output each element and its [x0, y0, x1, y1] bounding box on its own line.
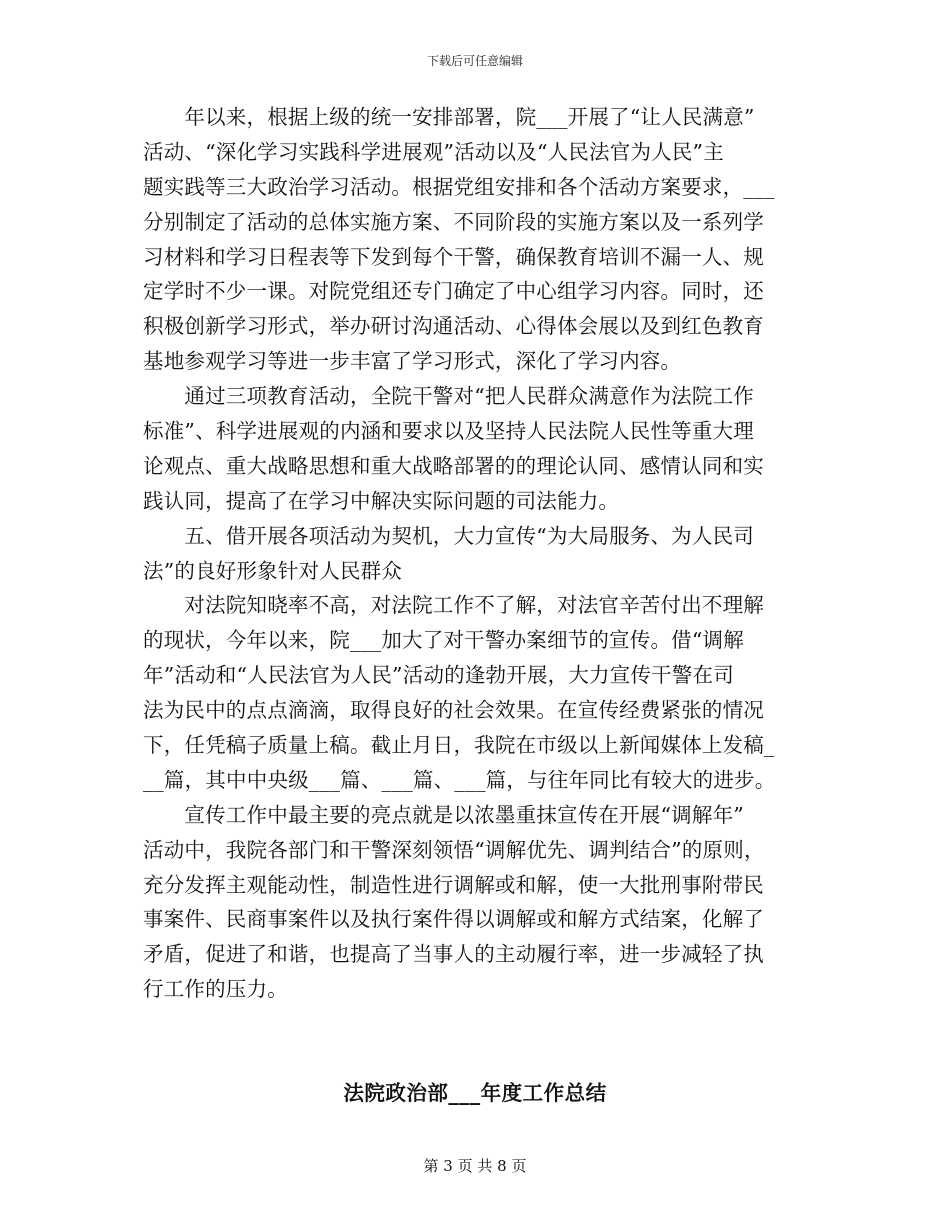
text-line: 法”的良好形象针对人民群众: [143, 558, 403, 583]
page-number: 第 3 页 共 8 页: [423, 1157, 527, 1175]
header-note: 下载后可任意编辑: [426, 54, 523, 68]
text-line: 事案件、民商事案件以及执行案件得以调解或和解方式结案，化解了: [143, 907, 764, 932]
text-line: 五、借开展各项活动为契机，大力宣传“为大局服务、为人民司: [143, 523, 754, 548]
text-line: 矛盾，促进了和谐，也提高了当事人的主动履行率，进一步减轻了执: [143, 942, 764, 967]
text-line: 下，任凭稿子质量上稿。截止月日，我院在市级以上新闻媒体上发稿_: [143, 733, 775, 758]
text-line: 年”活动和“人民法官为人民”活动的逢勃开展，大力宣传干警在司: [143, 663, 734, 688]
body-text: [143, 100, 809, 1007]
text-line: 通过三项教育活动，全院干警对“把人民群众满意作为法院工作: [143, 384, 754, 409]
text-line: 题实践等三大政治学习活动。根据党组安排和各个活动方案要求，___: [143, 174, 775, 199]
document-title: 法院政治部___年度工作总结: [343, 1081, 607, 1105]
text-line: 论观点、重大战略思想和重大战略部署的的理论认同、感情认同和实: [143, 453, 764, 478]
text-line: 活动中，我院各部门和干警深刻领悟“调解优先、调判结合”的原则，: [143, 837, 765, 862]
text-line: 充分发挥主观能动性，制造性进行调解或和解，使一大批刑事附带民: [143, 872, 764, 897]
text-line: 定学时不少一课。对院党组还专门确定了中心组学习内容。同时，还: [143, 279, 764, 304]
text-line: 活动、“深化学习实践科学进展观”活动以及“人民法官为人民”主: [143, 139, 724, 164]
text-line: 习材料和学习日程表等下发到每个干警，确保教育培训不漏一人、规: [143, 244, 764, 269]
text-line: 宣传工作中最主要的亮点就是以浓墨重抹宣传在开展“调解年”: [143, 802, 744, 827]
text-line: 践认同，提高了在学习中解决实际问题的司法能力。: [143, 488, 620, 513]
text-line: 法为民中的点点滴滴，取得良好的社会效果。在宣传经费紧张的情况: [143, 698, 764, 723]
text-line: 积极创新学习形式，举办研讨沟通活动、心得体会展以及到红色教育: [143, 314, 764, 339]
text-line: 年以来，根据上级的统一安排部署，院___开展了“让人民满意”: [143, 105, 755, 129]
text-line: 行工作的压力。: [143, 977, 288, 1002]
text-line: 的现状，今年以来，院___加大了对干警办案细节的宣传。借“调解: [143, 628, 744, 653]
text-line: 对法院知晓率不高，对法院工作不了解，对法官辛苦付出不理解: [143, 593, 764, 618]
text-line: __篇，其中中央级___篇、___篇、___篇，与往年同比有较大的进步。: [143, 767, 776, 792]
text-line: 基地参观学习等进一步丰富了学习形式，深化了学习内容。: [143, 349, 682, 374]
text-line: 标准”、科学进展观的内涵和要求以及坚持人民法院人民性等重大理: [143, 419, 754, 444]
text-line: 分别制定了活动的总体实施方案、不同阶段的实施方案以及一系列学: [143, 209, 764, 234]
